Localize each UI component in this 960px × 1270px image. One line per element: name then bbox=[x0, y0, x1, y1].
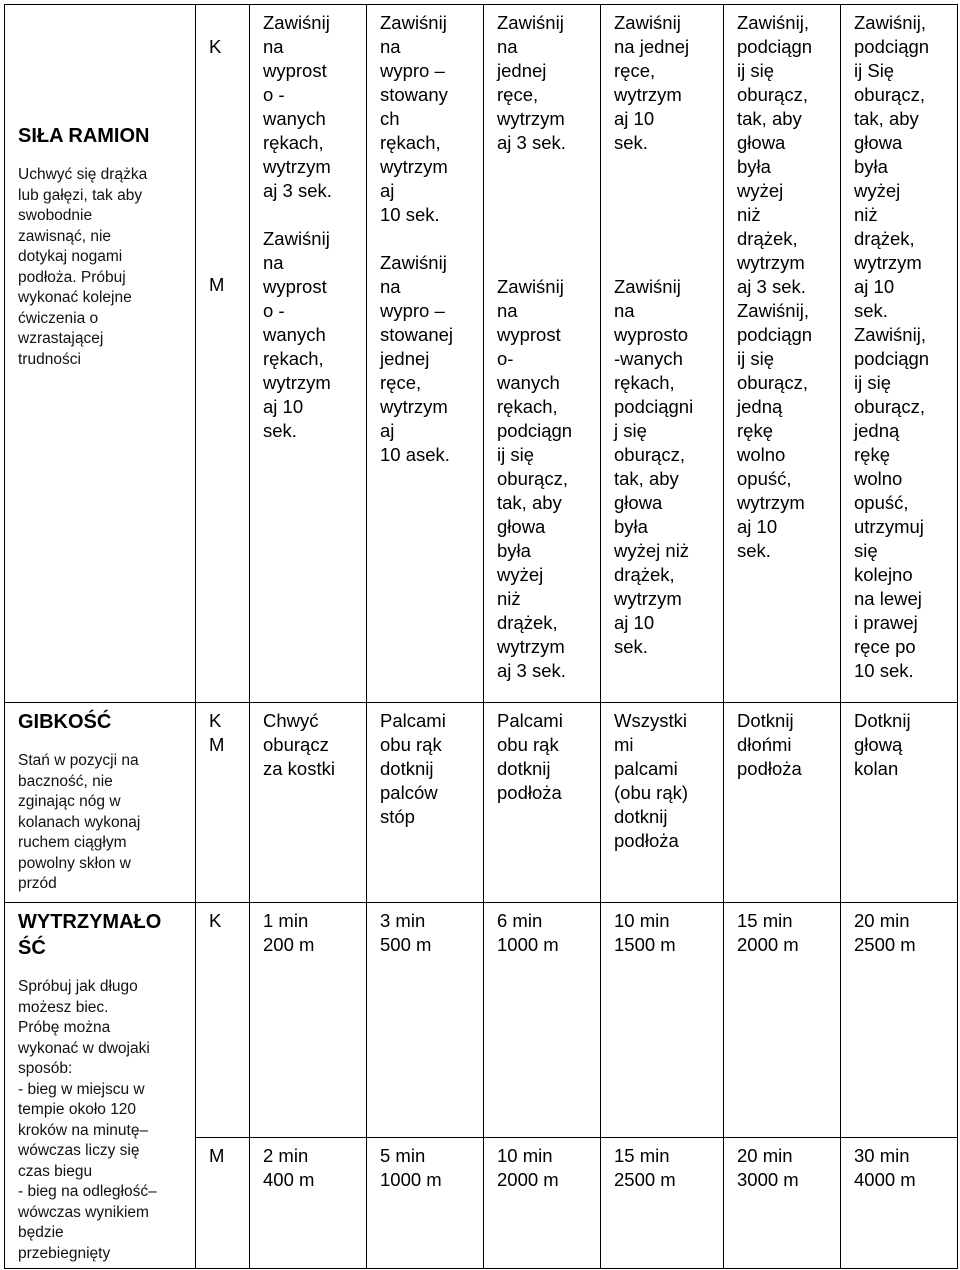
endurance-level-2-k-text: 3 min 500 m bbox=[380, 910, 432, 955]
flexibility-level-3 bbox=[484, 703, 601, 903]
endurance-level-5-k-text: 15 min 2000 m bbox=[737, 910, 799, 955]
endurance-level-2-k bbox=[367, 903, 484, 1138]
endurance-level-3-k bbox=[484, 903, 601, 1138]
strength-level-2-m: Zawiśnij na wypro – stowanej jednej ręce, wytrzym aj 10 asek. bbox=[380, 252, 454, 465]
endurance-level-2-m bbox=[367, 1137, 484, 1268]
strength-row-k bbox=[5, 5, 958, 327]
flexibility-sex: K M bbox=[196, 703, 250, 903]
strength-category-cell bbox=[5, 5, 196, 703]
strength-title: SIŁA RAMION bbox=[18, 125, 150, 147]
flexibility-description: Stań w pozycji na baczność, nie zginając nóg w kolanach wykonaj ruchem ciągłym powolny skłon w przód bbox=[18, 752, 141, 892]
strength-level-4 bbox=[601, 5, 724, 703]
endurance-level-1-m-text: 2 min 400 m bbox=[263, 1144, 315, 1190]
endurance-level-4-m-text: 15 min 2500 m bbox=[614, 1144, 676, 1190]
strength-level-6 bbox=[841, 5, 958, 703]
strength-description: Uchwyć się drążka lub gałęzi, tak aby swobodnie zawisnąć, nie dotykaj nogami podłoża. Próbuj wykonać kolejne ćwiczenia o wzrastającej trudności bbox=[18, 166, 148, 368]
strength-sex-m: M bbox=[209, 274, 225, 295]
strength-level-6-k: Zawiśnij, podciągn ij Się oburącz, tak, aby głowa była wyżej niż drążek, wytrzym aj 10 sek. bbox=[854, 12, 930, 321]
endurance-level-3-m bbox=[484, 1137, 601, 1268]
endurance-level-1-m bbox=[250, 1137, 367, 1268]
strength-level-4-k: Zawiśnij na jednej ręce, wytrzym aj 10 sek. bbox=[614, 12, 690, 153]
flexibility-level-6 bbox=[841, 703, 958, 903]
endurance-row-k bbox=[5, 903, 958, 1138]
strength-level-1 bbox=[250, 5, 367, 703]
strength-level-5-m: Zawiśnij, podciągn ij się oburącz, jedną rękę wolno opuść, wytrzym aj 10 sek. bbox=[737, 300, 813, 561]
endurance-sex-m: M bbox=[196, 1137, 250, 1268]
endurance-level-4-k bbox=[601, 903, 724, 1138]
endurance-level-5-k bbox=[724, 903, 841, 1138]
endurance-level-5-m-text: 20 min 3000 m bbox=[737, 1144, 799, 1190]
endurance-description: Spróbuj jak długo możesz biec. Próbę można wykonać w dwojaki sposób: - bieg w miejscu w tempie około 120 kroków na minutę– wówczas liczy się czas biegu - bieg na odległość– wówczas wynikiem będzie przebiegnięty bbox=[18, 978, 157, 1262]
flexibility-level-3-text: Palcami obu rąk dotknij podłoża bbox=[497, 710, 563, 803]
endurance-level-4-k-text: 10 min 1500 m bbox=[614, 910, 676, 955]
endurance-level-5-m bbox=[724, 1137, 841, 1268]
flexibility-level-1 bbox=[250, 703, 367, 903]
strength-level-5 bbox=[724, 5, 841, 703]
endurance-category-cell bbox=[5, 903, 196, 1269]
endurance-level-6-m bbox=[841, 1137, 958, 1268]
flexibility-level-6-text: Dotknij głową kolan bbox=[854, 710, 911, 779]
strength-sex-k: K bbox=[209, 36, 222, 57]
flexibility-level-2 bbox=[367, 703, 484, 903]
endurance-level-6-k bbox=[841, 903, 958, 1138]
strength-level-5-k: Zawiśnij, podciągn ij się oburącz, tak, aby głowa była wyżej niż drążek, wytrzym aj 3 sek. bbox=[737, 12, 813, 297]
endurance-level-6-k-text: 20 min 2500 m bbox=[854, 910, 916, 955]
strength-sex-cell bbox=[196, 5, 250, 703]
strength-level-3-m: Zawiśnij na wyprost o- wanych rękach, podciągn ij się oburącz, tak, aby głowa była wyżej niż drążek, wytrzym aj 3 sek. bbox=[497, 276, 573, 681]
flexibility-row bbox=[5, 703, 958, 903]
flexibility-level-4 bbox=[601, 703, 724, 903]
flexibility-level-5-text: Dotknij dłońmi podłoża bbox=[737, 710, 802, 779]
flexibility-level-1-text: Chwyć oburącz za kostki bbox=[263, 710, 335, 779]
endurance-level-2-m-text: 5 min 1000 m bbox=[380, 1144, 442, 1190]
endurance-title: WYTRZYMAŁO ŚĆ bbox=[18, 911, 162, 959]
endurance-sex-k: K bbox=[196, 903, 250, 1138]
strength-level-6-m: Zawiśnij, podciągn ij się oburącz, jedną rękę wolno opuść, utrzymuj się kolejno na lewej i prawej ręce po 10 sek. bbox=[854, 324, 930, 681]
endurance-level-1-k-text: 1 min 200 m bbox=[263, 910, 315, 955]
strength-level-2-k: Zawiśnij na wypro – stowany ch rękach, wytrzym aj 10 sek. bbox=[380, 12, 448, 225]
flexibility-title: GIBKOŚĆ bbox=[18, 711, 112, 733]
endurance-level-3-m-text: 10 min 2000 m bbox=[497, 1144, 559, 1190]
endurance-level-4-m bbox=[601, 1137, 724, 1268]
strength-level-4-m: Zawiśnij na wyprosto -wanych rękach, podciągni j się oburącz, tak, aby głowa była wyżej niż drążek, wytrzym aj 10 sek. bbox=[614, 276, 694, 657]
flexibility-level-4-text: Wszystki mi palcami (obu rąk) dotknij podłoża bbox=[614, 710, 689, 851]
endurance-level-1-k bbox=[250, 903, 367, 1138]
fitness-test-table bbox=[4, 4, 958, 1269]
flexibility-level-2-text: Palcami obu rąk dotknij palców stóp bbox=[380, 710, 446, 827]
strength-level-1-m: Zawiśnij na wyprost o - wanych rękach, wytrzym aj 10 sek. bbox=[263, 228, 331, 441]
endurance-level-3-k-text: 6 min 1000 m bbox=[497, 910, 559, 955]
strength-level-2 bbox=[367, 5, 484, 703]
strength-level-1-k: Zawiśnij na wyprost o - wanych rękach, wytrzym aj 3 sek. bbox=[263, 12, 332, 201]
endurance-level-6-m-text: 30 min 4000 m bbox=[854, 1144, 916, 1190]
flexibility-category-cell bbox=[5, 703, 196, 903]
strength-level-3 bbox=[484, 5, 601, 703]
flexibility-level-5 bbox=[724, 703, 841, 903]
strength-level-3-k: Zawiśnij na jednej ręce, wytrzym aj 3 sek. bbox=[497, 12, 566, 153]
